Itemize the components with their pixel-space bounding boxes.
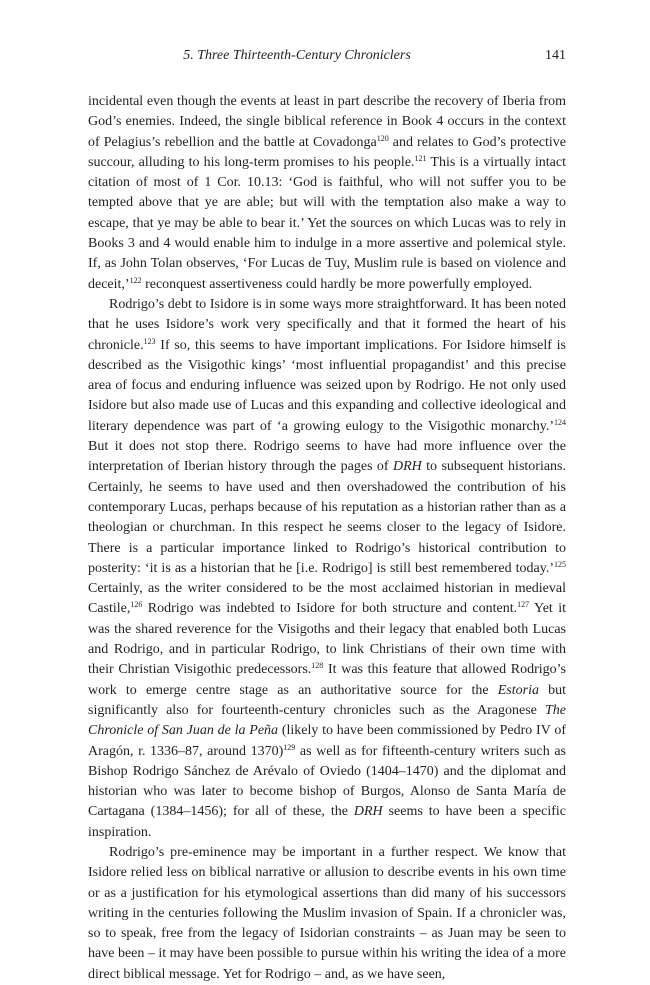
footnote-marker: 122 [129, 275, 142, 285]
running-head [88, 46, 566, 66]
italic-title: The Chronicle of San Juan de la Peña [88, 702, 566, 739]
footnote-marker: 126 [130, 600, 143, 610]
paragraph [88, 843, 566, 985]
italic-title: Estoria [497, 682, 539, 698]
footnote-marker: 129 [283, 742, 296, 752]
footnote-marker: 127 [517, 600, 530, 610]
italic-title: DRH [392, 459, 422, 475]
footnote-marker: 124 [554, 417, 566, 427]
running-title: 5. Three Thirteenth-Century Chroniclers [183, 48, 411, 63]
body-text [88, 92, 566, 985]
footnote-marker: 120 [376, 133, 389, 143]
text-run: but significantly also for fourteenth-century chronicles such as the Aragonese [88, 682, 567, 718]
paragraph [88, 92, 566, 295]
footnote-marker: 123 [143, 336, 156, 346]
text-run: Rodrigo was indebted to Isidore for both structure and content. [142, 601, 518, 617]
page-number: 141 [545, 48, 566, 63]
footnote-marker: 125 [554, 559, 566, 569]
text-run: incidental even though the events at least in part describe the recovery of Iberia from God’s enemies. Indeed, the single biblical reference in Book 4 occurs in the context of Pelagius’s rebellion and the battle at Covadonga [88, 94, 566, 150]
text-run: Yet it was the shared reverence for the Visigoths and their legacy that enabled both Lucas and Rodrigo, and in particular Rodrigo, to link Christians of their own time with their Christian Visigothic predecessors. [88, 601, 566, 678]
paragraph [88, 295, 566, 843]
text-run: Rodrigo’s pre-eminence may be important in a further respect. We know that Isidore relied less on biblical narrative or allusion to describe events in his own time or as a justification for his etymological assertions than did many of his successors writing in the centuries following the Muslim invasion of Spain. If a chronicler was, so to speak, free from the legacy of Isidorian constraints – as Juan may be seen to have been – it may have been possible to pursue within his writing the idea of a more direct biblical message. Yet for Rodrigo – and, as we have seen, [88, 844, 566, 982]
text-run: But it does not stop there. Rodrigo seems to have had more influence over the interpretation of Iberian history through the pages of [88, 439, 566, 475]
text-run: If so, this seems to have important implications. For Isidore himself is described as the Visigothic kings’ ‘most influential propagandist’ and this precise area of focus and enduring influence was seized upon by Rodrigo. He not only used Isidore but also made use of Lucas and this expanding and collective ideological and literary dependence was part of ‘a growing eulogy to the Visigothic monarchy.’ [88, 337, 566, 434]
text-run: (likely to have been commissioned by Pedro IV of Aragón, r. 1336–87, around 1370) [88, 723, 566, 759]
text-run: reconquest assertiveness could hardly be more powerfully employed. [141, 276, 533, 292]
footnote-marker: 128 [311, 661, 324, 671]
italic-title: DRH [353, 804, 383, 820]
text-run: This is a virtually intact citation of most of 1 Cor. 10.13: ‘God is faithful, who will not suffer you to be tempted above that ye are able; but will with the temptation also make a way to escape, that ye may be able to bear it.’ Yet the sources on which Lucas was to rely in Books 3 and 4 would enable him to indulge in a more assertive and polemical style. If, as John Tolan observes, ‘For Lucas de Tuy, Muslim rule is based on violence and deceit,’ [88, 154, 566, 292]
footnote-marker: 121 [414, 153, 427, 163]
text-run: It was this feature that allowed Rodrigo’s work to emerge centre stage as an authoritative source for the [88, 662, 566, 698]
text-run: Rodrigo’s debt to Isidore is in some ways more straightforward. It has been noted that he uses Isidore’s work very specifically and that it formed the heart of his chronicle. [88, 296, 566, 353]
text-run: as well as for fifteenth-century writers such as Bishop Rodrigo Sánchez de Arévalo of Oviedo (1404–1470) and the diplomat and historian who was later to become bishop of Burgos, Alonso de Santa María de Cartagana (1384–1456); for all of these, the [88, 743, 567, 820]
text-run: seems to have been a specific inspiration. [88, 804, 566, 840]
text-run: Certainly, as the writer considered to be the most acclaimed historian in medieval Castile, [88, 581, 566, 617]
text-run: to subsequent historians. Certainly, he seems to have used and then overshadowed the contribution of his contemporary Lucas, perhaps because of his reputation as a historian rather than as a theologian or churchman. In this respect he seems closer to the legacy of Isidore. There is a particular importance linked to Rodrigo’s historical contribution to posterity: ‘it is as a historian that he [i.e. Rodrigo] is still best remembered today.’ [88, 459, 566, 576]
text-run: and relates to God’s protective succour, alluding to his long-term promises to his people. [88, 134, 566, 170]
